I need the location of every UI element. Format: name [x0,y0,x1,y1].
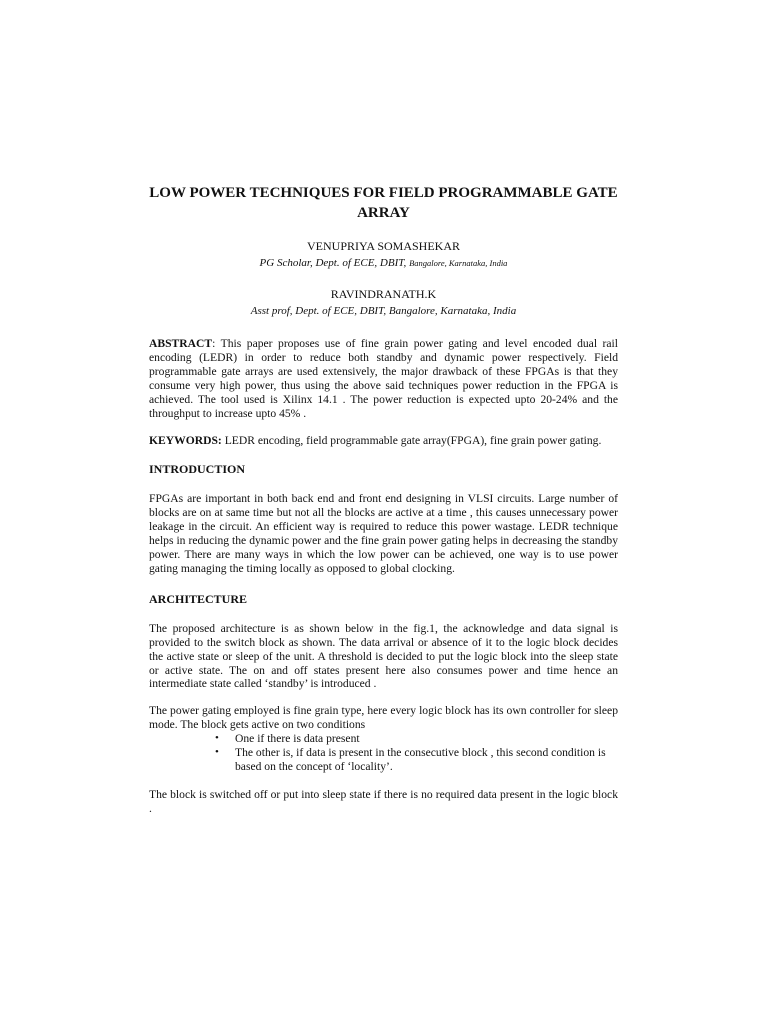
conditions-list [149,732,618,774]
list-item [215,746,618,774]
abstract-paragraph [149,337,618,420]
author-name-2: RAVINDRANATH.K [330,287,437,301]
paper-title-line-2: ARRAY [357,205,410,221]
author-name-1: VENUPRIYA SOMASHEKAR [306,239,461,253]
author-block-2 [149,287,618,318]
abstract-label: ABSTRACT [149,337,213,350]
architecture-paragraph-1: The proposed architecture is as shown below in the fig.1, the acknowledge and data signal is provided to the switch block as shown. The data arrival or absence of it to the logic block decides the active state or sleep of the unit. A threshold is decided to put the logic block into the sleep state or active state. The on and off states present here also consumes power and time hence an intermediate state called ‘standby’ is introduced . [149,621,618,691]
introduction-heading: INTRODUCTION [149,462,246,477]
abstract-text: : This paper proposes use of fine grain power gating and level encoded dual rail encoding (LEDR) in order to reduce both standby and dynamic power respectively. Field programmable gate arrays are used extensively, the major drawback of these FPGAs is that they consume very high power, thus using the above said techniques power reduction in the FPGA is achieved. The tool used is Xilinx 14.1 . The power reduction is expected upto 20-24% and the throughput to increase upto 45% . [149,337,618,420]
architecture-heading: ARCHITECTURE [149,591,248,606]
paper-title-line-1: LOW POWER TECHNIQUES FOR FIELD PROGRAMMABLE GATE [149,185,618,201]
keywords-paragraph [149,434,618,448]
keywords-label: KEYWORDS: [149,434,222,448]
paper-page [149,183,618,816]
introduction-paragraph: FPGAs are important in both back end and front end designing in VLSI circuits. Large number of blocks are on at same time but not all the blocks are active at a time , this causes unnecessary power leakage in the circuit. An efficient way is required to reduce this power wastage. LEDR technique helps in reducing the dynamic power and the fine grain power gating helps in decreasing the standby power. There are many ways in which the low power can be achieved, one way is to use power gating managing the timing locally as opposed to global clocking. [149,492,618,575]
bullet-icon: • [215,732,219,745]
paper-title [149,183,618,223]
list-item-text: One if there is data present [235,732,360,746]
bullet-icon: • [215,746,219,759]
author-affiliation-1-location: Bangalore, Karnataka, India [409,258,508,268]
architecture-paragraph-3: The block is switched off or put into sleep state if there is no required data present in the logic block . [149,787,618,815]
author-affiliation-1-main: PG Scholar, Dept. of ECE, DBIT, [259,257,407,269]
keywords-text: LEDR encoding, field programmable gate array(FPGA), fine grain power gating. [221,434,602,448]
list-item-text: The other is, if data is present in the consecutive block , this second condition is based on the concept of ‘locality’. [235,746,606,773]
architecture-paragraph-2: The power gating employed is fine grain type, here every logic block has its own controller for sleep mode. The block gets active on two conditions [149,704,618,732]
list-item [215,732,618,746]
author-affiliation-1 [149,256,618,270]
author-block-1 [149,239,618,270]
author-affiliation-2: Asst prof, Dept. of ECE, DBIT, Bangalore, Karnataka, India [250,305,517,317]
